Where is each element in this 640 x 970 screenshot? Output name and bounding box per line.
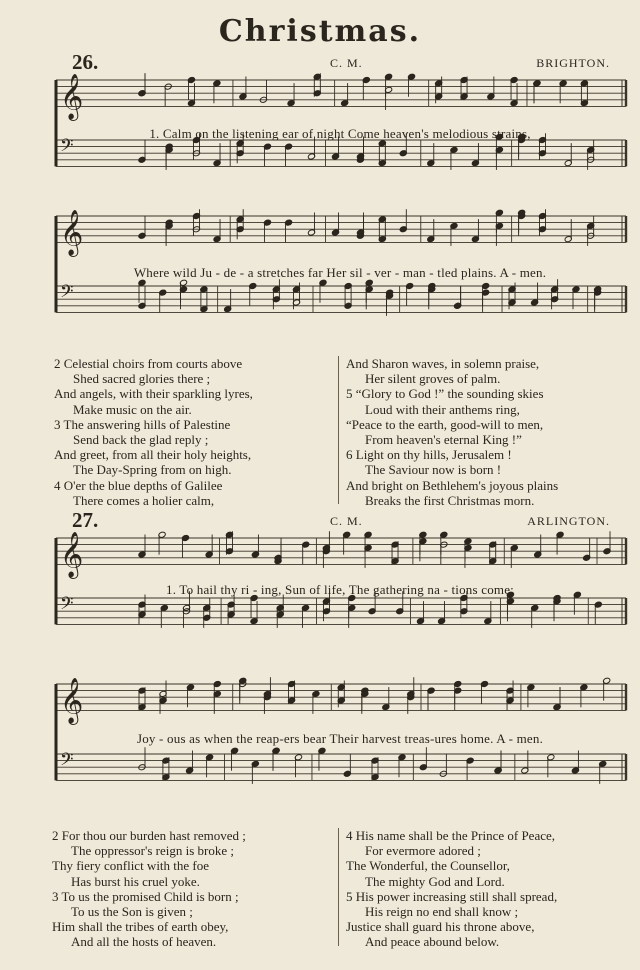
column-divider [338,356,339,504]
lyric-line: Joy - ous as when the reap-ers bear Their harvest treas-ures home. A - men. [136,731,544,746]
verse-line: And angels, with their sparkling lyres, [54,386,253,402]
verses-left-column [54,356,253,508]
verse-line: 6 Light on thy hills, Jerusalem ! [346,447,512,463]
verse-line: Make music on the air. [73,401,192,417]
lyric-line: 1. Calm on the listening ear of night Come heaven's melodious strains, [149,126,531,141]
verse-line: 3 To us the promised Child is born ; [52,888,239,904]
verse-line: And Sharon waves, in solemn praise, [346,356,540,371]
verse-line: For evermore adored ; [365,843,481,859]
verse-line: 5 “Glory to God !” the sounding skies [346,386,544,402]
verses-right-column [346,828,557,950]
verse-line: His reign no end shall know ; [365,904,519,920]
lyric-line: 1. To hail thy ri - ing, Sun of life, The gathering na - tions come; [166,582,514,597]
hymn-meter: C. M. [330,56,363,70]
verse-line: There comes a holier calm, [73,492,215,508]
verse-line: “Peace to the earth, good-will to men, [346,416,544,432]
svg-text:𝄢: 𝄢 [60,134,74,160]
verse-line: Loud with their anthems ring, [365,401,520,417]
verse-line: The oppressor's reign is broke ; [71,843,235,859]
hymn-number: 27. [72,508,99,532]
svg-text:𝄢: 𝄢 [60,592,74,618]
verse-line: Thy fiery conflict with the foe [52,858,210,874]
svg-text:𝄢: 𝄢 [60,748,74,774]
hymn-tune-name: ARLINGTON. [527,514,610,528]
verse-line: The mighty God and Lord. [365,873,505,889]
verse-line: 4 His name shall be the Prince of Peace, [346,828,556,843]
verse-line: The Day-Spring from on high. [73,462,232,478]
verse-line: Him shall the tribes of earth obey, [52,919,229,935]
verse-line: And all the hosts of heaven. [71,934,217,950]
svg-text:𝄞: 𝄞 [60,209,84,256]
column-divider [338,828,339,946]
verse-line: Shed sacred glories there ; [73,371,211,387]
verses-right-column [346,356,558,508]
svg-text:𝄞: 𝄞 [60,531,84,578]
verse-line: Her silent groves of palm. [365,371,501,387]
verse-line: 4 O'er the blue depths of Galilee [54,477,223,493]
verse-line: 2 For thou our burden hast removed ; [52,828,246,843]
svg-text:𝄢: 𝄢 [60,280,74,306]
hymn-tune-name: BRIGHTON. [536,56,610,70]
verse-line: The Wonderful, the Counsellor, [346,858,510,874]
verse-line: To us the Son is given ; [71,904,193,920]
lyric-line: Where wild Ju - de - a stretches far Her sil - ver - man - tled plains. A - men. [133,265,547,280]
verse-line: Send back the glad reply ; [73,432,209,448]
verse-line: 2 Celestial choirs from courts above [54,356,243,371]
verse-line: And bright on Bethlehem's joyous plains [346,477,559,493]
hymn-meter: C. M. [330,514,363,528]
svg-text:𝄞: 𝄞 [60,73,84,120]
verse-line: The Saviour now is born ! [365,462,502,478]
svg-text:𝄞: 𝄞 [60,677,84,724]
verse-line: From heaven's eternal King !” [365,432,522,448]
sheet-music-notation [50,526,630,674]
verse-line: And greet, from all their holy heights, [54,447,252,463]
verse-line: Has burst his cruel yoke. [71,873,200,889]
verse-line: And peace abound below. [365,934,500,950]
verse-line: 3 The answering hills of Palestine [54,416,231,432]
verse-line: Breaks the first Christmas morn. [365,492,535,508]
verse-line: Justice shall guard his throne above, [346,919,535,935]
verse-line: 5 His power increasing still shall spread, [346,888,558,904]
page-title: Christmas. [218,14,422,49]
hymn-number: 26. [72,50,99,74]
verses-left-column [52,828,246,950]
